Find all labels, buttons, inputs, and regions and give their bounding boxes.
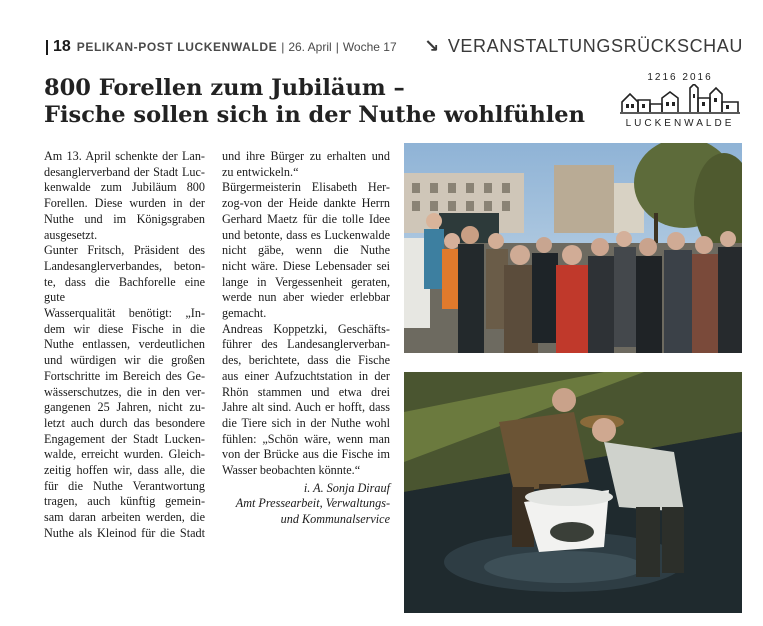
text-line: Wasserqualität benötigt: „In- <box>44 306 205 321</box>
text-line: und betonte, dass es Luckenwalde <box>222 227 390 242</box>
text-line: Rhön stammen und etwa drei <box>222 384 390 399</box>
text-line: Andreas Koppetzki, Geschäfts- <box>222 321 390 336</box>
text-line: die Tiere sich in der Nuthe wohl <box>222 415 390 430</box>
section-label: VERANSTALTUNGSRÜCKSCHAU <box>447 36 743 56</box>
text-line: desanglerverband der Stadt Luc- <box>44 164 205 179</box>
text-line: Nuthe als Kleinod für die Stadt <box>44 525 205 540</box>
text-line: von der Brücke aus die Fische im <box>222 447 390 462</box>
text-line: Am 13. April schenkte der Lan- <box>44 149 205 163</box>
text-line: gangenen 25 Jahren, nicht zu- <box>44 400 205 415</box>
text-line: Fortschritte im Bereich des Ge- <box>44 368 205 383</box>
text-line: zu entwickeln.“ <box>222 164 299 179</box>
text-line: Nuthe und im Königsgraben <box>44 211 205 226</box>
publication-name: PELIKAN-POST LUCKENWALDE <box>76 40 278 54</box>
text-line: kenwalde zum Jubiläum 800 <box>44 180 205 195</box>
text-line: Forellen. Diese wurden in der <box>44 196 205 211</box>
text-line: und ihre Bürger zu erhalten und <box>222 149 390 163</box>
signature-office: und Kommunalservice <box>280 512 390 527</box>
text-line: wässerschutzes, die in den ver- <box>44 384 205 399</box>
text-line: letzt auch durch das besondere <box>44 415 205 430</box>
text-line: walde, erreicht wurden. Gleich- <box>44 447 205 462</box>
title-line: Fische sollen sich in der Nuthe wohlfühlen <box>44 102 585 128</box>
text-line: nicht gäbe, wenn die Nuthe <box>222 243 390 258</box>
text-line: lange in Vergessenheit geraten, <box>222 274 390 289</box>
text-line: Gunter Fritsch, Präsident des <box>44 243 205 258</box>
logo-city: LUCKENWALDE <box>625 118 735 129</box>
page-number: 18 <box>53 38 71 55</box>
page-header <box>46 38 397 56</box>
text-line: Landesanglerverbandes, beton- <box>44 258 205 273</box>
text-line: Nuthe entlassen, verdeutlichen <box>44 337 205 352</box>
luckenwalde-jubilee-logo <box>618 72 742 130</box>
issue-week: Woche 17 <box>342 40 397 54</box>
text-line: Engagement der Stadt Lucken- <box>44 431 205 446</box>
text-line: führer des Landesanglerverban- <box>222 337 390 352</box>
text-line: fühlen: „Schön wäre, wenn man <box>222 431 390 446</box>
signature-name: i. A. Sonja Dirauf <box>303 480 390 495</box>
photo-fish-release <box>404 372 742 613</box>
text-line: sam daran arbeiten werden, die <box>44 510 205 525</box>
skyline-icon <box>620 84 740 116</box>
arrow-icon: ↘ <box>424 36 440 56</box>
text-line: aus einer Aufzuchtstation in der <box>222 368 390 383</box>
header-separator: | <box>281 40 285 54</box>
text-line: zog-von der Heide dankte Herrn <box>222 196 390 211</box>
header-bar <box>46 40 48 55</box>
text-line: zeitig hoffen wir, dass alle, die <box>44 463 205 478</box>
text-line: nicht wäre. Diese Lebensader sei <box>222 258 390 273</box>
photo-crowd-ceremony <box>404 143 742 353</box>
section-heading <box>424 36 743 57</box>
text-line: und würdigen wir die großen <box>44 353 205 368</box>
text-line: ausgesetzt. <box>44 227 98 242</box>
text-line: dem wir diese Fische in die <box>44 321 205 336</box>
issue-date: 26. April <box>288 40 332 54</box>
text-line: Jahre alt sind. Auch er hofft, dass <box>222 400 390 415</box>
article-column-1 <box>44 149 205 542</box>
text-line: tragen, auch künftig gemein- <box>44 494 205 509</box>
text-line: des, berichtete, dass die Fische <box>222 353 390 368</box>
title-line: 800 Forellen zum Jubiläum – <box>44 75 405 101</box>
text-line: Wasser beobachten könnte.“ <box>222 463 361 478</box>
text-line: Bürgermeisterin Elisabeth Her- <box>222 180 390 195</box>
text-line: Gerhard Maetz für die tolle Idee <box>222 211 390 226</box>
text-line: te, dass die Bachforelle eine gute <box>44 274 205 305</box>
header-separator: | <box>335 40 339 54</box>
logo-years: 1216 2016 <box>647 72 713 83</box>
signature-office: Amt Pressearbeit, Verwaltungs- <box>235 496 390 511</box>
text-line: gemacht. <box>222 306 267 321</box>
text-line: werde nun aber wieder erlebbar <box>222 290 390 305</box>
text-line: für die Nuthe Verantwortung <box>44 478 205 493</box>
article-column-2 <box>222 149 390 528</box>
article-title <box>44 75 604 129</box>
